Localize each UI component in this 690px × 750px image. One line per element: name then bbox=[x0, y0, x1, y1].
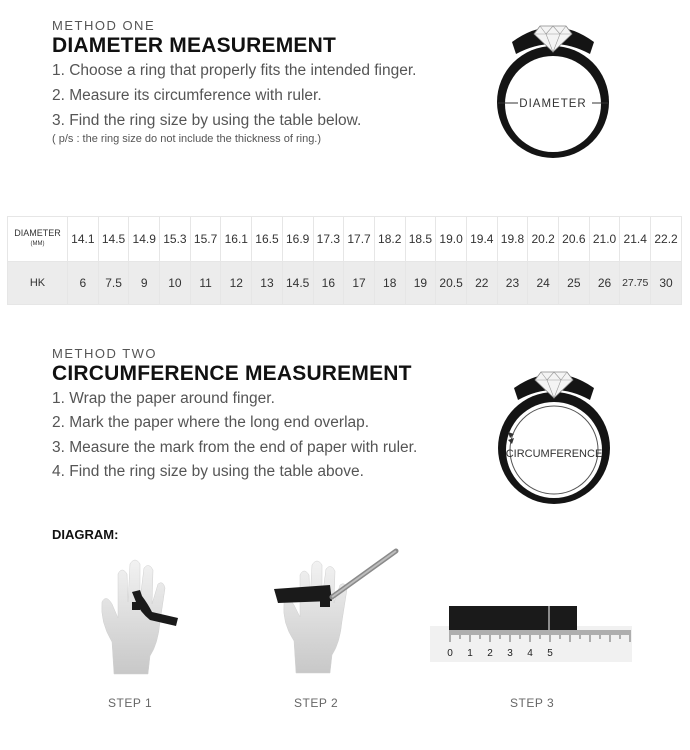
hk-cell: 12 bbox=[221, 262, 252, 305]
hk-cell: 24 bbox=[528, 262, 559, 305]
method-one-step-2: 2. Measure its circumference with ruler. bbox=[52, 87, 322, 104]
diameter-cell: 17.3 bbox=[313, 217, 344, 262]
diameter-cell: 15.7 bbox=[190, 217, 221, 262]
hk-cell: 26 bbox=[589, 262, 620, 305]
diameter-cell: 14.9 bbox=[129, 217, 160, 262]
hk-cell: 7.5 bbox=[98, 262, 129, 305]
method-one-label: METHOD ONE bbox=[52, 18, 156, 33]
hk-cell: 14.5 bbox=[282, 262, 313, 305]
ruler-number: 5 bbox=[547, 648, 553, 659]
step-1-caption: STEP 1 bbox=[108, 696, 153, 710]
method-two-label: METHOD TWO bbox=[52, 346, 158, 361]
diameter-row bbox=[8, 217, 682, 262]
diameter-cell: 16.1 bbox=[221, 217, 252, 262]
diameter-cell: 19.0 bbox=[436, 217, 467, 262]
step-3-caption: STEP 3 bbox=[510, 696, 555, 710]
hk-cell: 6 bbox=[68, 262, 99, 305]
step-2-caption: STEP 2 bbox=[294, 696, 339, 710]
pen-icon bbox=[332, 551, 396, 597]
diameter-cell: 20.2 bbox=[528, 217, 559, 262]
step-2-hand-illustration bbox=[270, 545, 405, 677]
circumference-ring-illustration bbox=[484, 366, 624, 506]
diagram-label: DIAGRAM: bbox=[52, 527, 119, 542]
ruler-number: 0 bbox=[447, 648, 453, 659]
method-one-step-1: 1. Choose a ring that properly fits the intended finger. bbox=[52, 62, 417, 79]
step-1-hand-illustration bbox=[92, 552, 192, 677]
diameter-cell: 18.5 bbox=[405, 217, 436, 262]
diameter-cell: 15.3 bbox=[160, 217, 191, 262]
diameter-cell: 17.7 bbox=[344, 217, 375, 262]
hk-cell: 11 bbox=[190, 262, 221, 305]
ruler-number: 1 bbox=[467, 648, 473, 659]
step-3-ruler-illustration bbox=[430, 602, 632, 662]
method-two-step-4: 4. Find the ring size by using the table above. bbox=[52, 463, 364, 480]
hk-cell: 30 bbox=[651, 262, 682, 305]
diameter-cell: 20.6 bbox=[559, 217, 590, 262]
method-one-note: ( p/s : the ring size do not include the thickness of ring.) bbox=[52, 133, 322, 145]
diameter-header: DIAMETER (MM) bbox=[8, 217, 68, 262]
hand-icon bbox=[284, 561, 347, 673]
diameter-cell: 14.1 bbox=[68, 217, 99, 262]
hk-row bbox=[8, 262, 682, 305]
diameter-cell: 21.0 bbox=[589, 217, 620, 262]
hk-cell: 22 bbox=[466, 262, 497, 305]
diameter-cell: 18.2 bbox=[374, 217, 405, 262]
ruler-number: 4 bbox=[527, 648, 533, 659]
diameter-cell: 19.8 bbox=[497, 217, 528, 262]
ruler-number: 3 bbox=[507, 648, 513, 659]
diameter-cell: 21.4 bbox=[620, 217, 651, 262]
method-two-step-2: 2. Mark the paper where the long end overlap. bbox=[52, 414, 370, 431]
hk-cell: 25 bbox=[559, 262, 590, 305]
diameter-cell: 22.2 bbox=[651, 217, 682, 262]
hk-cell: 9 bbox=[129, 262, 160, 305]
hk-cell: 19 bbox=[405, 262, 436, 305]
ring-size-table bbox=[7, 216, 682, 305]
hk-cell: 20.5 bbox=[436, 262, 467, 305]
hk-cell: 27.75 bbox=[620, 262, 651, 305]
diameter-cell: 19.4 bbox=[466, 217, 497, 262]
paper-strip-icon bbox=[449, 606, 577, 630]
diameter-ring-label: DIAMETER bbox=[519, 98, 587, 110]
diameter-ring-illustration bbox=[480, 14, 626, 164]
diameter-cell: 16.5 bbox=[252, 217, 283, 262]
diameter-cell: 14.5 bbox=[98, 217, 129, 262]
hk-cell: 23 bbox=[497, 262, 528, 305]
hk-cell: 16 bbox=[313, 262, 344, 305]
method-one-title: DIAMETER MEASUREMENT bbox=[52, 34, 337, 57]
diameter-cell: 16.9 bbox=[282, 217, 313, 262]
ruler-number: 2 bbox=[487, 648, 493, 659]
hk-cell: 13 bbox=[252, 262, 283, 305]
method-two-step-3: 3. Measure the mark from the end of paper with ruler. bbox=[52, 439, 418, 456]
hk-cell: 17 bbox=[344, 262, 375, 305]
hk-header: HK bbox=[8, 262, 68, 305]
hk-cell: 18 bbox=[374, 262, 405, 305]
circumference-ring-label: CIRCUMFERENCE bbox=[505, 448, 603, 460]
method-one-step-3: 3. Find the ring size by using the table below. bbox=[52, 112, 362, 129]
method-two-step-1: 1. Wrap the paper around finger. bbox=[52, 390, 275, 407]
hk-cell: 10 bbox=[160, 262, 191, 305]
method-two-title: CIRCUMFERENCE MEASUREMENT bbox=[52, 362, 412, 385]
